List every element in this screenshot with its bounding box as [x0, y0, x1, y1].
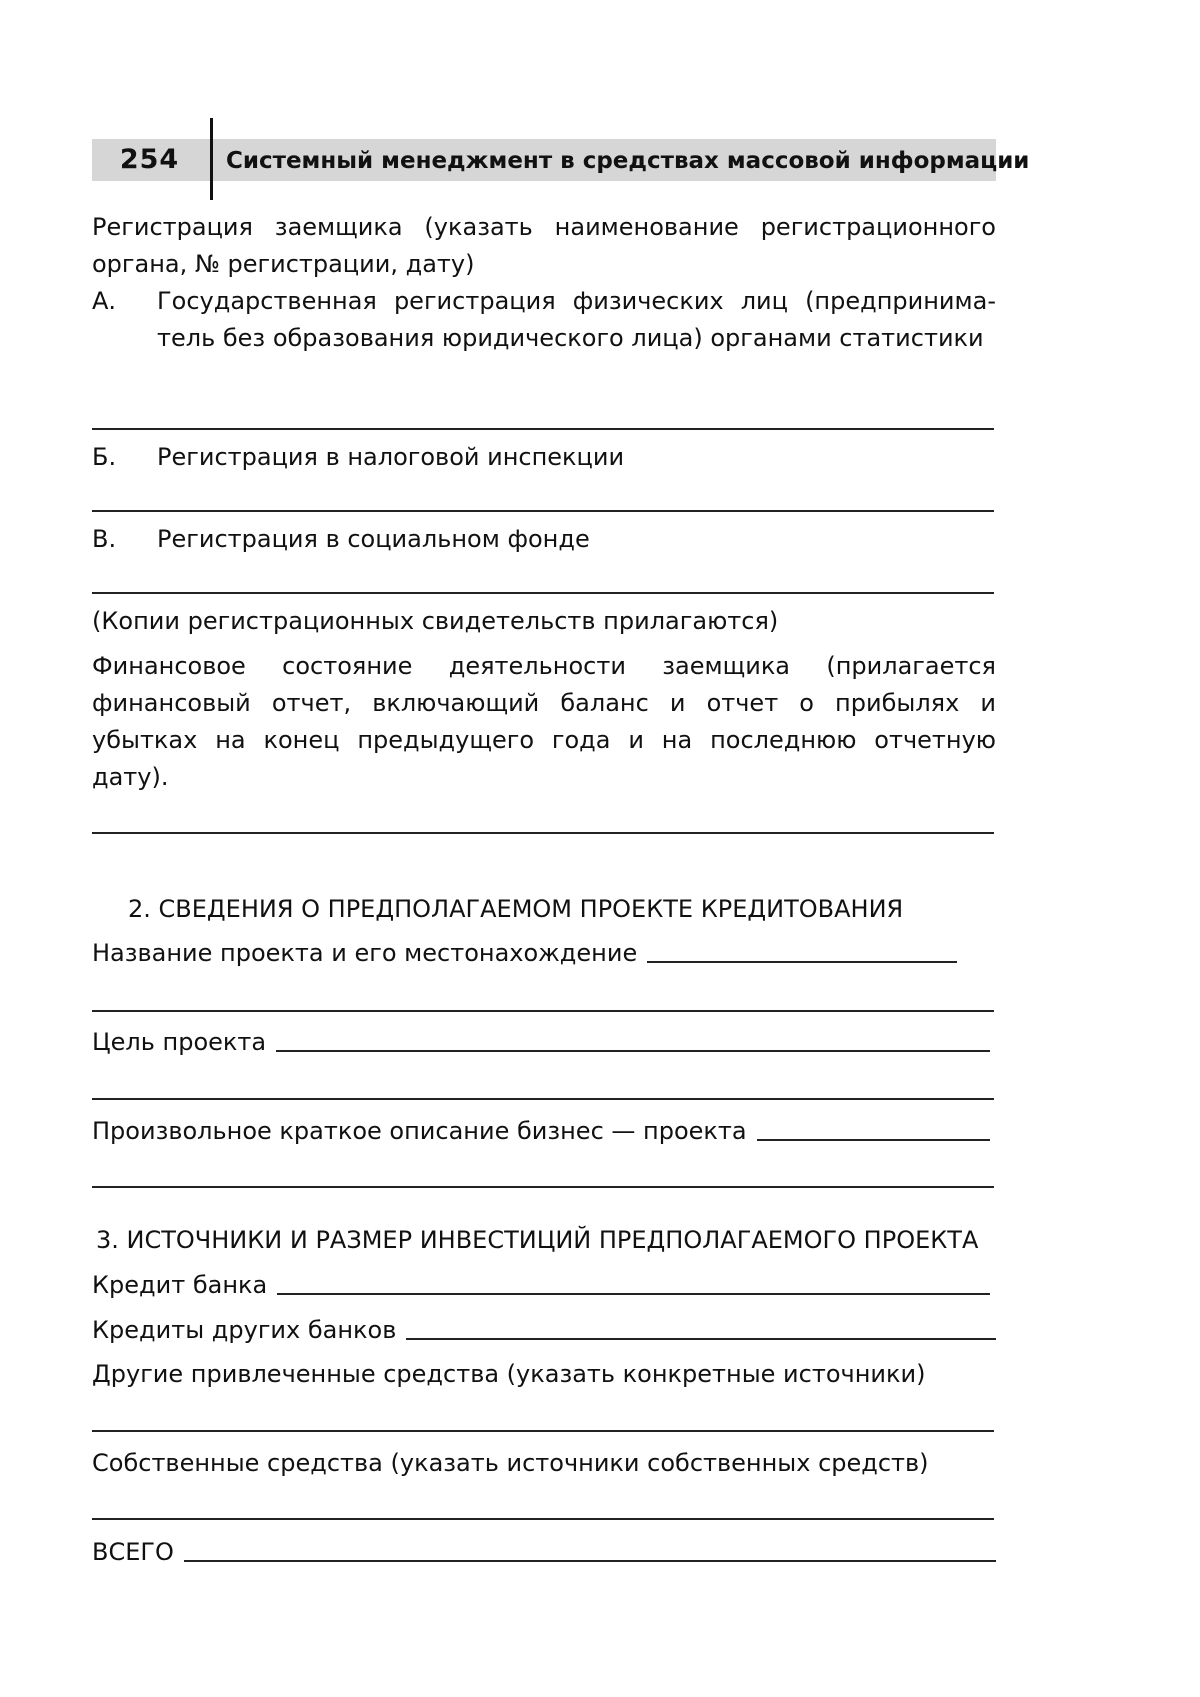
- project-name-label: Название проекта и его местонахождение: [92, 939, 638, 967]
- other-banks-row: [92, 1312, 996, 1349]
- own-funds-label: Собственные средства (указать источники собственных средств): [92, 1449, 929, 1477]
- project-name-row: [92, 935, 996, 972]
- project-goal-row: [92, 1024, 996, 1061]
- item-text: Регистрация в налоговой инспекции: [157, 443, 625, 471]
- financial-state-text: Финансовое состояние деятельности заемщика (прилагается финансовый отчет, включающий баланс и отчет о прибылях и убытках на конец предыдущего года и на последнюю отчетную дату).: [92, 652, 996, 791]
- answer-line[interactable]: [92, 1098, 994, 1100]
- section-2-title: 2. СВЕДЕНИЯ О ПРЕДПОЛАГАЕМОМ ПРОЕКТЕ КРЕДИТОВАНИЯ: [128, 895, 904, 923]
- item-text: Регистрация в социальном фонде: [157, 525, 590, 553]
- project-goal-blank[interactable]: [276, 1050, 990, 1052]
- registration-item-c: [92, 521, 996, 558]
- bank-credit-label: Кредит банка: [92, 1271, 268, 1299]
- other-banks-blank[interactable]: [406, 1338, 996, 1340]
- page-number: 254: [119, 144, 180, 175]
- item-text: Государственная регистрация физических лиц (предпринима-тель без образования юридического лица) органами статистики: [157, 287, 996, 352]
- other-banks-label: Кредиты других банков: [92, 1316, 397, 1344]
- answer-line[interactable]: [92, 1010, 994, 1012]
- project-goal-label: Цель проекта: [92, 1028, 267, 1056]
- bank-credit-row: [92, 1267, 996, 1304]
- item-letter: А.: [92, 287, 117, 315]
- section-3-title: 3. ИСТОЧНИКИ И РАЗМЕР ИНВЕСТИЦИЙ ПРЕДПОЛАГАЕМОГО ПРОЕКТА: [96, 1226, 979, 1254]
- registration-intro: Регистрация заемщика (указать наименование регистрационного органа, № регистрации, дату): [92, 213, 996, 278]
- running-title: Системный менеджмент в средствах массовой информации: [226, 148, 1030, 174]
- registration-item-a: [92, 283, 996, 394]
- description-blank[interactable]: [757, 1139, 990, 1141]
- total-row: [92, 1534, 996, 1571]
- description-row: [92, 1113, 996, 1150]
- other-funds-label: Другие привлеченные средства (указать конкретные источники): [92, 1360, 926, 1388]
- answer-line[interactable]: [92, 1430, 994, 1432]
- total-label: ВСЕГО: [92, 1538, 174, 1566]
- item-letter: Б.: [92, 443, 117, 471]
- answer-line[interactable]: [92, 428, 994, 430]
- bank-credit-blank[interactable]: [277, 1293, 990, 1295]
- answer-line[interactable]: [92, 510, 994, 512]
- item-letter: В.: [92, 525, 117, 553]
- total-blank[interactable]: [184, 1560, 996, 1562]
- header-divider: [210, 118, 213, 200]
- copies-note: (Копии регистрационных свидетельств прилагаются): [92, 607, 779, 635]
- description-label: Произвольное краткое описание бизнес — проекта: [92, 1117, 747, 1145]
- answer-line[interactable]: [92, 592, 994, 594]
- answer-line[interactable]: [92, 1518, 994, 1520]
- answer-line[interactable]: [92, 832, 994, 834]
- answer-line[interactable]: [92, 1186, 994, 1188]
- project-name-blank[interactable]: [647, 961, 957, 963]
- registration-item-b: [92, 439, 996, 476]
